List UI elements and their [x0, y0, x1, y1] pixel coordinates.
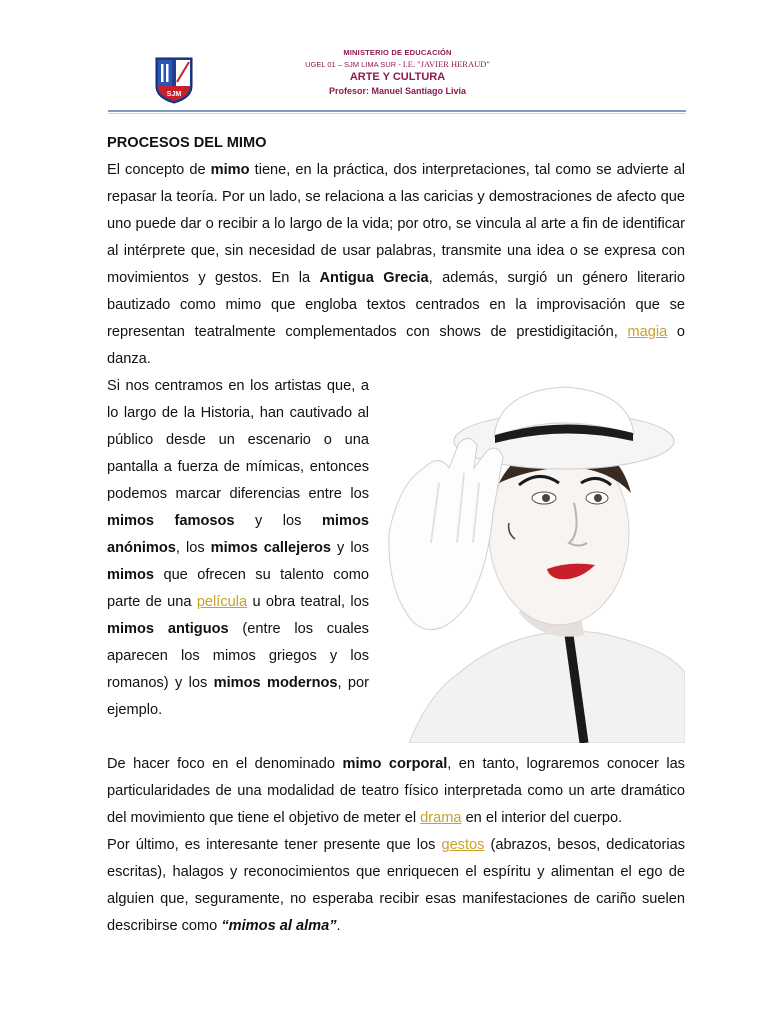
- ministry-name: MINISTERIO DE EDUCACIÓN: [343, 48, 452, 57]
- text-span: (abrazos, besos, dedicatorias escritas), halagos y reconocimientos que enriquecen el espíritu y alimentan el ego de alguien que, seguramente, no esperaba recibir esas manifestaciones de cariño suelen describirse como: [107, 837, 686, 934]
- bold-term: mimo corporal: [342, 756, 448, 772]
- text-span: (entre los cuales aparecen los mimos griegos y los romanos) y los: [107, 621, 369, 691]
- document-header: [0, 0, 768, 120]
- text-span: y los: [234, 513, 322, 529]
- bold-term: mimos antiguos: [107, 621, 229, 637]
- link-magia[interactable]: magia: [627, 324, 668, 340]
- text-span: tiene, en la práctica, dos interpretaciones, tal como se advierte al repasar la teoría. Por un lado, se relaciona a las caricias y demostraciones de afecto que uno puede dar o recibir a lo largo de la vida; por otro, se vincula al arte a fin de identificar al intérprete que, sin necesidad de usar palabras, transmite una idea o se expresa con movimientos y gestos. En la: [107, 162, 685, 286]
- text-span: o danza.: [107, 324, 686, 367]
- paragraph-1: [107, 157, 685, 373]
- text-span: u obra teatral, los: [247, 594, 369, 610]
- bold-term: mimos: [107, 567, 155, 583]
- text-span: que ofrecen su talento como parte de una: [107, 567, 369, 610]
- text-span: , en tanto, lograremos conocer las particularidades de una modalidad de teatro físico interpretada como un arte dramático del movimiento que tiene el objetivo de meter el: [107, 756, 685, 826]
- paragraph-2: [107, 373, 369, 724]
- teacher-name: Profesor: Manuel Santiago Livia: [328, 86, 467, 96]
- closing-phrase: “mimos al alma”: [221, 918, 337, 934]
- paragraph-3: [107, 751, 685, 832]
- link-drama[interactable]: drama: [420, 810, 462, 826]
- text-span: en el interior del cuerpo.: [461, 810, 623, 826]
- text-image-section: [107, 373, 685, 751]
- text-span: De hacer foco en el denominado: [107, 756, 343, 772]
- text-span: , los: [175, 540, 211, 556]
- text-span: , por ejemplo.: [107, 675, 369, 718]
- document-title: PROCESOS DEL MIMO: [107, 135, 267, 151]
- school-name: I.E. "JAVIER HERAUD": [402, 59, 490, 69]
- bold-term: mimos callejeros: [210, 540, 332, 556]
- text-span: y los: [331, 540, 370, 556]
- logo-text: SJM: [166, 91, 182, 98]
- school-line: [290, 59, 505, 69]
- text-span: El concepto de: [107, 162, 211, 178]
- text-span: , además, surgió un género literario bautizado como mimo que engloba textos centrados en la improvisación que se representan teatralmente complementados con shows de prestidigitación,: [107, 270, 685, 340]
- paragraph-4: [107, 832, 685, 940]
- course-name: ARTE Y CULTURA: [349, 71, 446, 83]
- bold-term: mimos famosos: [107, 513, 235, 529]
- header-divider-shadow: [108, 113, 686, 114]
- ugel-text: UGEL 01 – SJM LIMA SUR -: [305, 60, 403, 69]
- text-span: .: [336, 918, 341, 934]
- bold-term: Antigua Grecia: [319, 270, 429, 286]
- link-pelicula[interactable]: película: [196, 594, 248, 610]
- bold-term: mimo: [210, 162, 250, 178]
- mime-photo: [369, 373, 685, 743]
- link-gestos[interactable]: gestos: [441, 837, 485, 853]
- header-divider: [108, 110, 686, 112]
- school-logo: [150, 56, 198, 104]
- text-span: Si nos centramos en los artistas que, a lo largo de la Historia, han cautivado al público desde un escenario o una pantalla a fuerza de mímicas, entonces podemos marcar diferencias entre los: [107, 378, 369, 502]
- header-text-block: [290, 48, 505, 96]
- bold-term: mimos modernos: [213, 675, 338, 691]
- bold-term: mimos anónimos: [107, 513, 369, 556]
- document-body: [107, 130, 685, 940]
- text-span: Por último, es interesante tener presente que los: [107, 837, 442, 853]
